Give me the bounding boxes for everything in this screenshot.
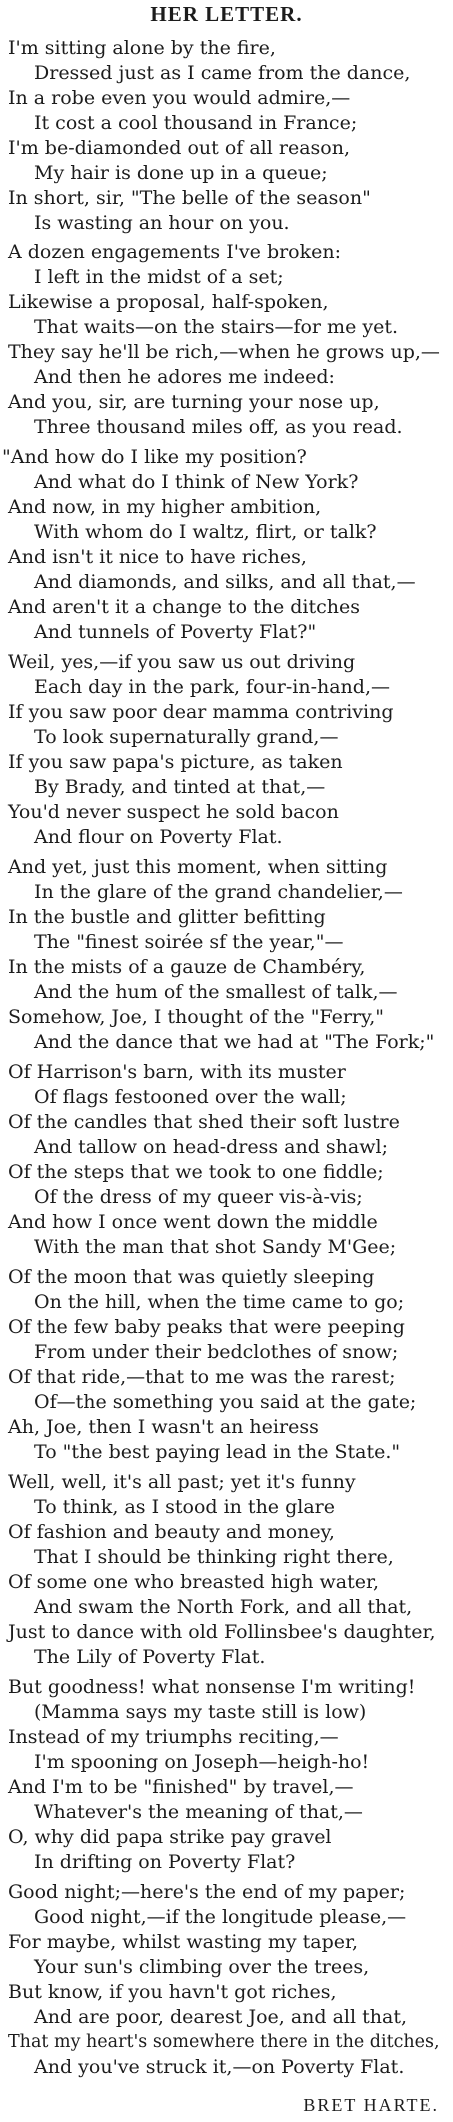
poem-line: And the dance that we had at "The Fork;" [34, 1031, 435, 1053]
poem-line: Three thousand miles off, as you read. [34, 416, 403, 438]
poem-line: And how I once went down the middle [8, 1211, 378, 1233]
poem-line: "And how do I like my position? [2, 446, 307, 468]
stanza-9 [8, 1675, 448, 1875]
poem-line: But know, if you havn't got riches, [8, 1981, 337, 2003]
poem-line: Of flags festooned over the wall; [34, 1086, 347, 1108]
poem-line: And tallow on head-dress and shawl; [34, 1136, 388, 1158]
poem-line: Of fashion and beauty and money, [8, 1521, 335, 1543]
stanza-8 [8, 1470, 448, 1670]
poem-line: That I should be thinking right there, [34, 1546, 394, 1568]
poem-line: In the glare of the grand chandelier,— [34, 881, 403, 903]
poem-line: The "finest soirée sf the year,"— [34, 931, 344, 953]
poem-line: O, why did papa strike pay gravel [8, 1826, 332, 1848]
poem-line: You'd never suspect he sold bacon [8, 801, 339, 823]
poem-line: But goodness! what nonsense I'm writing! [8, 1676, 416, 1698]
stanza-2 [8, 240, 448, 440]
poem-line: Somehow, Joe, I thought of the "Ferry," [8, 1006, 384, 1028]
poem-line: And swam the North Fork, and all that, [34, 1596, 413, 1618]
poem-line: A dozen engagements I've broken: [8, 241, 342, 263]
poem-line: And aren't it a change to the ditches [8, 596, 360, 618]
poem-line: Ah, Joe, then I wasn't an heiress [8, 1416, 319, 1438]
poem-line: If you saw papa's picture, as taken [8, 751, 343, 773]
stanza-7 [8, 1265, 448, 1465]
poem-line: Is wasting an hour on you. [34, 212, 290, 234]
poem-line: Good night,—if the longitude please,— [34, 1906, 407, 1928]
poem-line: And I'm to be "finished" by travel,— [8, 1776, 354, 1798]
poem-line: Well, well, it's all past; yet it's funny [8, 1471, 356, 1493]
poem-line: And yet, just this moment, when sitting [8, 856, 388, 878]
poem-line: Of the few baby peaks that were peeping [8, 1316, 405, 1338]
poem-line: The Lily of Poverty Flat. [34, 1646, 266, 1668]
poem-line: Of the steps that we took to one fiddle; [8, 1161, 384, 1183]
poem-line: And diamonds, and silks, and all that,— [34, 571, 416, 593]
poem-line: Good night;—here's the end of my paper; [8, 1881, 406, 1903]
poem-line: In a robe even you would admire,— [8, 87, 351, 109]
poem-line: Of the dress of my queer vis-à-vis; [34, 1186, 363, 1208]
poem-line: And what do I think of New York? [34, 471, 359, 493]
poem-line: And are poor, dearest Joe, and all that, [34, 2006, 407, 2028]
poem-line: With whom do I waltz, flirt, or talk? [34, 521, 377, 543]
poem-line: (Mamma says my taste still is low) [34, 1701, 367, 1723]
poem-line: Of Harrison's barn, with its muster [8, 1061, 346, 1083]
poem-line: In drifting on Poverty Flat? [34, 1851, 296, 1873]
stanza-1 [8, 36, 448, 236]
poem-line: In the bustle and glitter befitting [8, 906, 326, 928]
poem-line: My hair is done up in a queue; [34, 162, 328, 184]
poem-line: And you, sir, are turning your nose up, [8, 391, 380, 413]
poem-line: And you've struck it,—on Poverty Flat. [34, 2056, 405, 2078]
poem-line: Of that ride,—that to me was the rarest; [8, 1366, 396, 1388]
stanza-5 [8, 855, 448, 1055]
stanza-10 [8, 1880, 448, 2080]
poem-line: Of some one who breasted high water, [8, 1571, 379, 1593]
poem-line: Each day in the park, four-in-hand,— [34, 676, 390, 698]
poem-line: And the hum of the smallest of talk,— [34, 981, 398, 1003]
poem-line: And tunnels of Poverty Flat?" [34, 621, 317, 643]
poem-line: Whatever's the meaning of that,— [34, 1801, 363, 1823]
poem-title: HER LETTER. [150, 2, 303, 26]
poem-line: Weil, yes,—if you saw us out driving [8, 651, 356, 673]
poem-line: I left in the midst of a set; [34, 266, 284, 288]
poem-line: It cost a cool thousand in France; [34, 112, 358, 134]
poem-line: And then he adores me indeed: [34, 366, 335, 388]
poem-line: For maybe, whilst wasting my taper, [8, 1931, 359, 1953]
poem-line: Of—the something you said at the gate; [34, 1391, 417, 1413]
poem-line: That waits—on the stairs—for me yet. [34, 316, 399, 338]
poem-line: Instead of my triumphs reciting,— [8, 1726, 339, 1748]
poem-line: From under their bedclothes of snow; [34, 1341, 399, 1363]
poem-line: Likewise a proposal, half-spoken, [8, 291, 329, 313]
stanza-3 [2, 445, 448, 645]
poem-line: I'm be-diamonded out of all reason, [8, 137, 350, 159]
poem-line: That my heart's somewhere there in the ditches, [8, 2032, 440, 2052]
poem-line: Of the candles that shed their soft lustre [8, 1111, 400, 1133]
poem-line: And flour on Poverty Flat. [34, 826, 283, 848]
poem-line: To "the best paying lead in the State." [34, 1441, 401, 1463]
stanza-6 [8, 1060, 448, 1260]
poem-line: And now, in my higher ambition, [8, 496, 322, 518]
poem-line: By Brady, and tinted at that,— [34, 776, 326, 798]
poem-line: If you saw poor dear mamma contriving [8, 701, 394, 723]
poem-line: Dressed just as I came from the dance, [34, 62, 411, 84]
author-signature: BRET HARTE. [303, 2095, 439, 2115]
poem-line: In short, sir, "The belle of the season" [8, 187, 371, 209]
poem-line: I'm sitting alone by the fire, [8, 37, 276, 59]
poem-line: To think, as I stood in the glare [34, 1496, 335, 1518]
poem-line: And isn't it nice to have riches, [8, 546, 307, 568]
poem-line: With the man that shot Sandy M'Gee; [34, 1236, 397, 1258]
poem-line: Just to dance with old Follinsbee's daughter, [8, 1621, 436, 1643]
poem-line: Your sun's climbing over the trees, [34, 1956, 370, 1978]
poem-line: To look supernaturally grand,— [34, 726, 339, 748]
poem-line: In the mists of a gauze de Chambéry, [8, 956, 366, 978]
stanza-4 [8, 650, 448, 850]
poem-line: I'm spooning on Joseph—heigh-ho! [34, 1751, 370, 1773]
poem-line: Of the moon that was quietly sleeping [8, 1266, 375, 1288]
poem-line: On the hill, when the time came to go; [34, 1291, 405, 1313]
poem-line: They say he'll be rich,—when he grows up,— [8, 341, 440, 363]
